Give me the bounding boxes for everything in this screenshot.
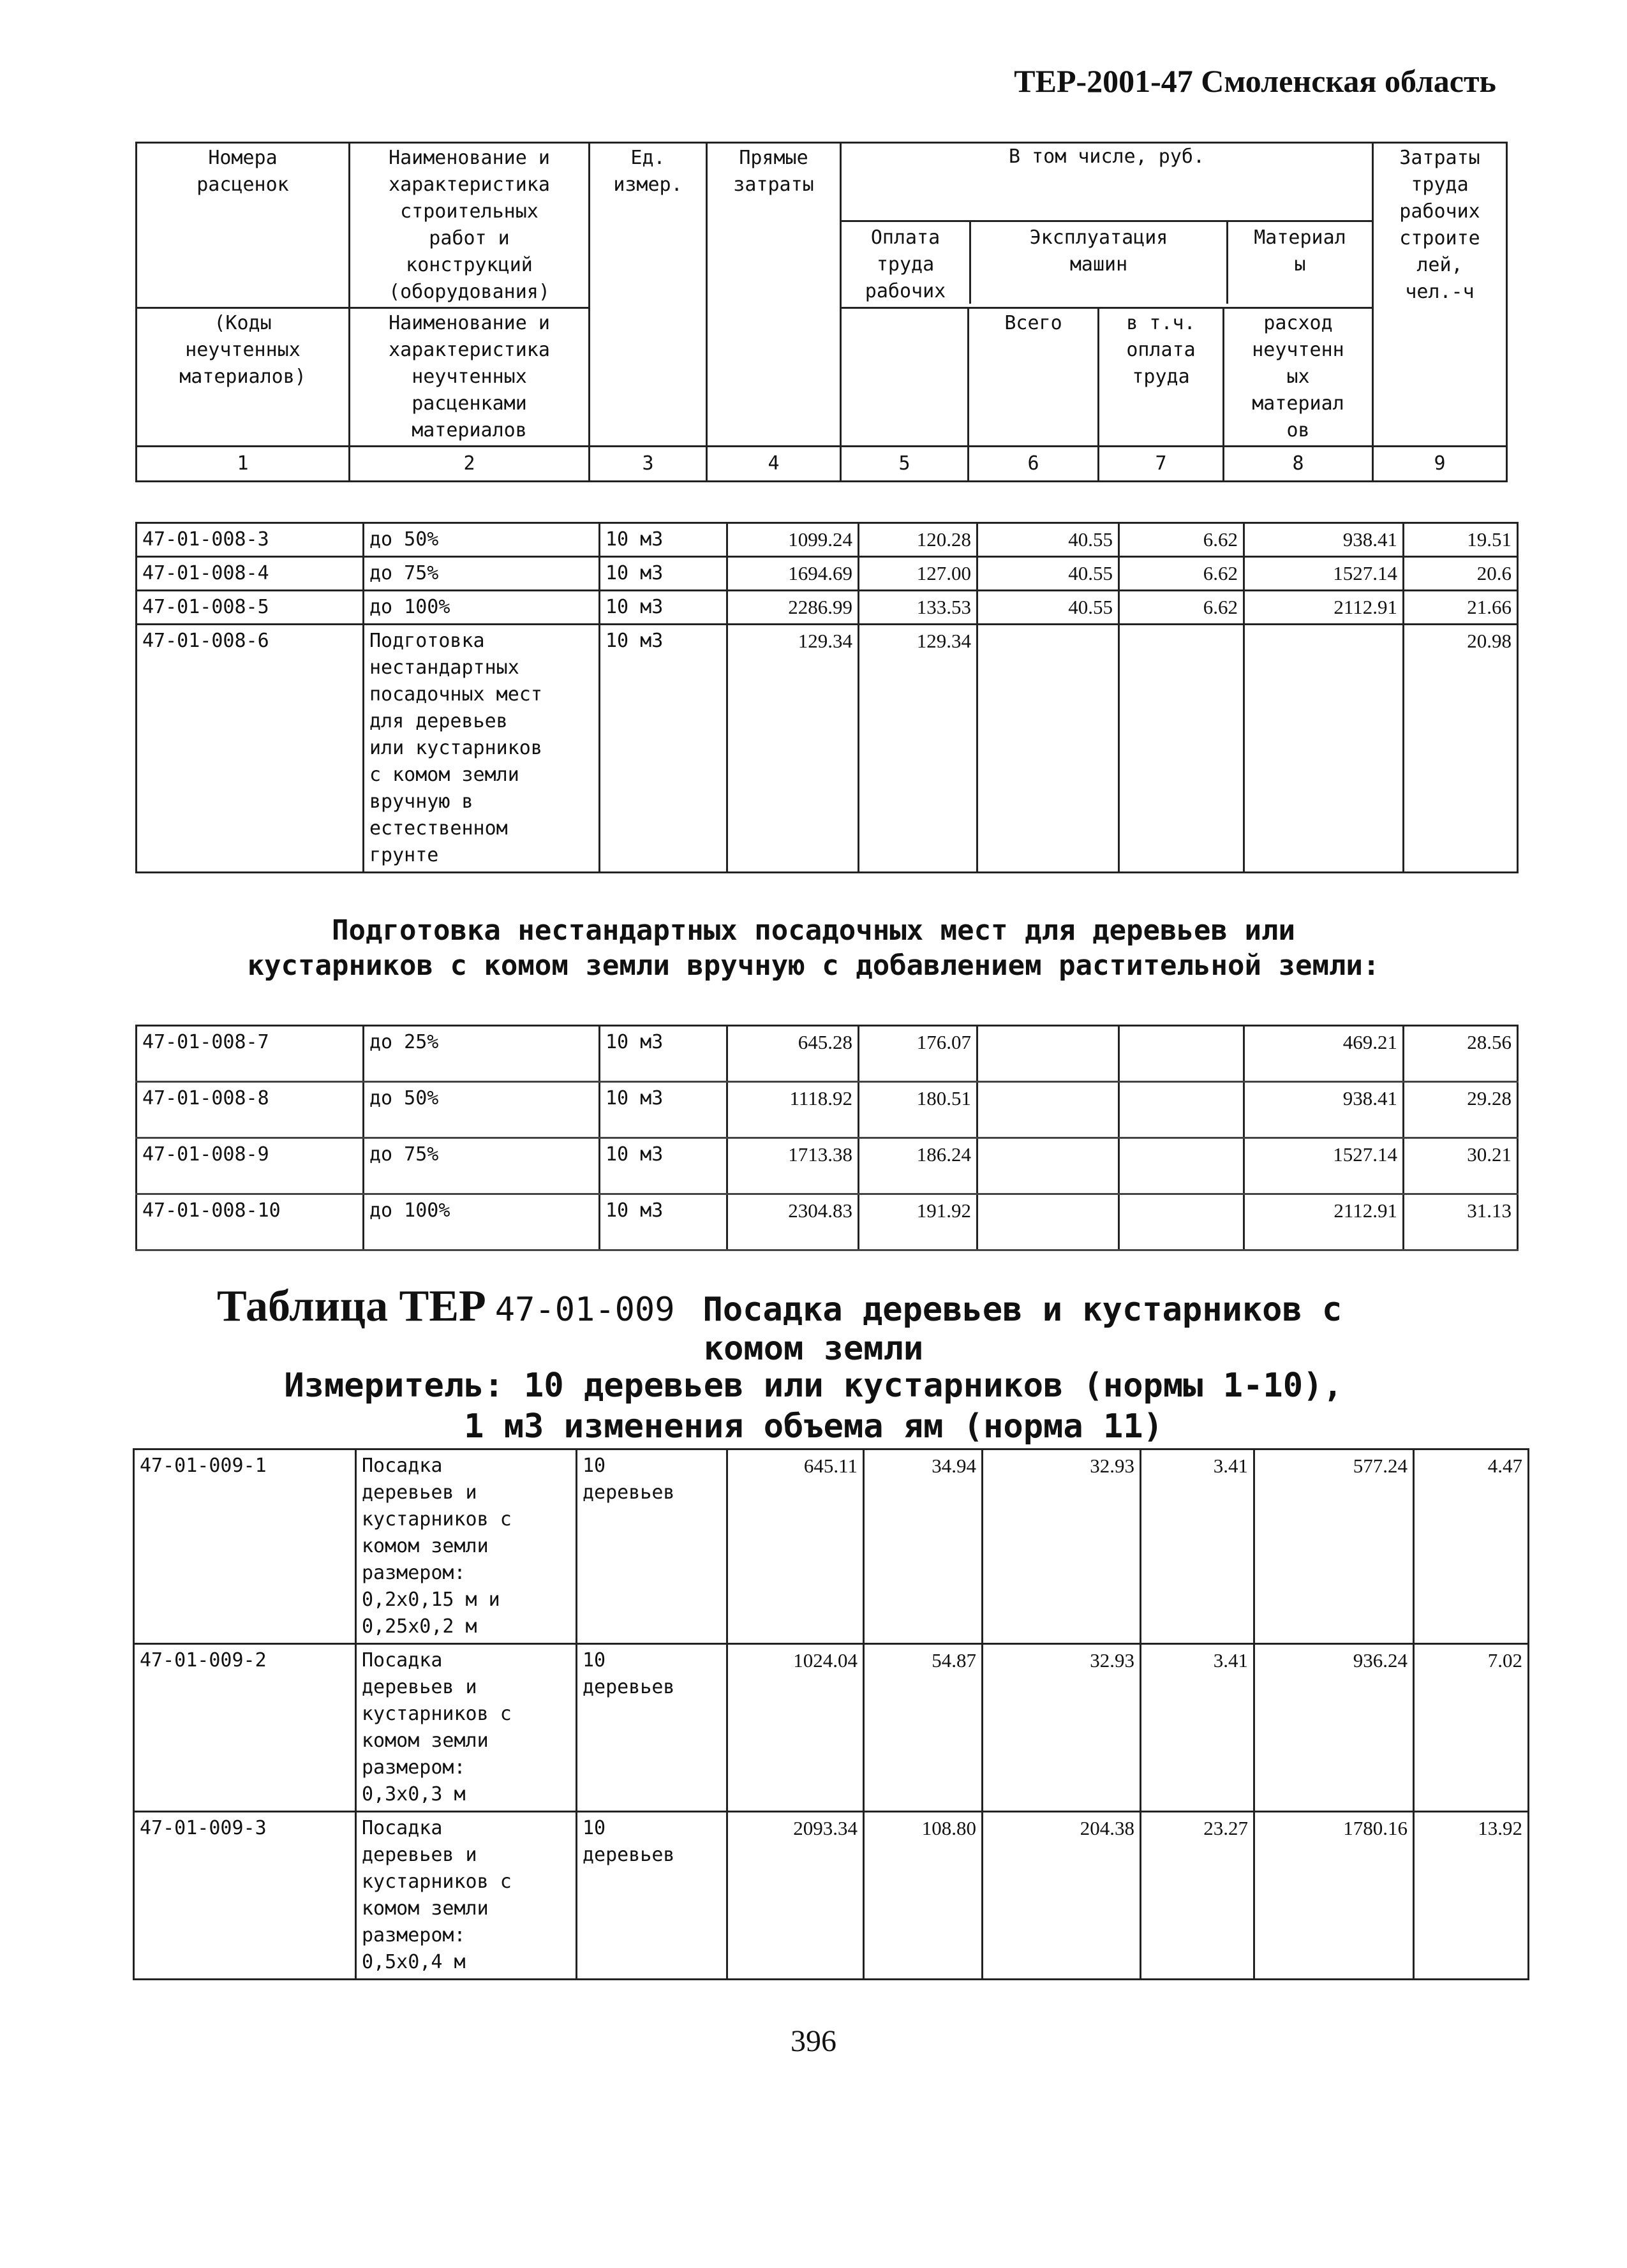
table-row — [137, 1194, 1518, 1250]
direct-costs-cell: 1694.69 — [727, 557, 859, 591]
unit-cell: 10 деревьев — [577, 1812, 727, 1980]
labor-cost-cell: 21.66 — [1404, 591, 1518, 625]
materials-cell: 469.21 — [1244, 1026, 1404, 1082]
machines-wage-cell: 3.41 — [1141, 1644, 1254, 1812]
header-materials: Материал ы — [1254, 226, 1346, 276]
unit-cell: 10 деревьев — [577, 1644, 727, 1812]
rate-code-cell: 47-01-008-10 — [137, 1194, 364, 1250]
rate-code-cell: 47-01-008-5 — [137, 591, 364, 625]
machines-total-cell — [977, 1194, 1119, 1250]
col-num: 9 — [1373, 447, 1507, 482]
labor-wage-cell: 127.00 — [859, 557, 977, 591]
header-wage-empty — [841, 308, 969, 447]
direct-costs-cell: 1713.38 — [727, 1138, 859, 1194]
work-name-cell: до 75% — [364, 1138, 600, 1194]
unit-cell: 10 м3 — [600, 523, 727, 557]
header-direct-costs: Прямые затраты — [707, 143, 841, 447]
labor-wage-cell: 191.92 — [859, 1194, 977, 1250]
machines-total-cell: 204.38 — [983, 1812, 1141, 1980]
col-num: 8 — [1224, 447, 1373, 482]
table-row — [137, 591, 1518, 625]
rate-code-cell: 47-01-008-7 — [137, 1026, 364, 1082]
header-unit: Ед. измер. — [590, 143, 707, 447]
machines-total-cell — [977, 1138, 1119, 1194]
machines-total-cell: 40.55 — [977, 523, 1119, 557]
header-incl-label: В том числе, руб. — [842, 144, 1372, 222]
machines-wage-cell — [1119, 1026, 1244, 1082]
table-title-prefix: Таблица ТЕР — [217, 1282, 486, 1331]
rate-code-cell: 47-01-008-4 — [137, 557, 364, 591]
column-header-table — [135, 142, 1508, 482]
header-labor-wage: Оплата труда рабочих — [842, 222, 971, 304]
header-materials-unaccounted: расход неучтенн ых материал ов — [1224, 308, 1373, 447]
direct-costs-cell: 645.28 — [727, 1026, 859, 1082]
rate-code-cell: 47-01-009-2 — [134, 1644, 356, 1812]
machines-wage-cell: 23.27 — [1141, 1812, 1254, 1980]
rate-code-cell: 47-01-008-9 — [137, 1138, 364, 1194]
unit-cell: 10 деревьев — [577, 1449, 727, 1644]
labor-cost-cell: 20.98 — [1404, 625, 1518, 873]
table-row — [137, 1138, 1518, 1194]
table-row — [137, 1082, 1518, 1138]
labor-cost-cell: 13.92 — [1414, 1812, 1529, 1980]
materials-cell: 1780.16 — [1254, 1812, 1414, 1980]
unit-cell: 10 м3 — [600, 1194, 727, 1250]
meter-line1: Измеритель: 10 деревьев или кустарников (нормы 1-10), — [284, 1367, 1343, 1405]
table-title-continuation: комом земли — [703, 1330, 924, 1368]
direct-costs-cell: 1024.04 — [727, 1644, 864, 1812]
work-name-cell: до 100% — [364, 591, 600, 625]
labor-wage-cell: 120.28 — [859, 523, 977, 557]
header-name2: Наименование и характеристика неучтенных расценками материалов — [350, 308, 590, 447]
direct-costs-cell: 645.11 — [727, 1449, 864, 1644]
labor-wage-cell: 180.51 — [859, 1082, 977, 1138]
labor-cost-cell: 28.56 — [1404, 1026, 1518, 1082]
section-heading-line1: Подготовка нестандартных посадочных мест для деревьев или — [332, 914, 1295, 947]
col-num: 3 — [590, 447, 707, 482]
machines-wage-cell: 6.62 — [1119, 591, 1244, 625]
work-name-cell: до 75% — [364, 557, 600, 591]
work-name-cell: Подготовка нестандартных посадочных мест для деревьев или кустарников с комом земли вручную в естественном грунте — [364, 625, 600, 873]
direct-costs-cell: 2286.99 — [727, 591, 859, 625]
machines-total-cell — [977, 1026, 1119, 1082]
rates-table-009 — [133, 1448, 1529, 1980]
header-code: Номера расценок — [137, 143, 350, 308]
header-machines: Эксплуатация машин — [971, 222, 1228, 304]
labor-cost-cell: 31.13 — [1404, 1194, 1518, 1250]
machines-wage-cell: 3.41 — [1141, 1449, 1254, 1644]
col-num: 1 — [137, 447, 350, 482]
table-row — [137, 625, 1518, 873]
machines-total-cell: 32.93 — [983, 1449, 1141, 1644]
direct-costs-cell: 1118.92 — [727, 1082, 859, 1138]
work-name-cell: до 100% — [364, 1194, 600, 1250]
rates-table-008b — [135, 1025, 1519, 1251]
materials-cell: 577.24 — [1254, 1449, 1414, 1644]
materials-cell: 2112.91 — [1244, 1194, 1404, 1250]
machines-wage-cell — [1119, 625, 1244, 873]
materials-cell: 1527.14 — [1244, 1138, 1404, 1194]
table-008a-body — [137, 523, 1518, 873]
machines-wage-cell — [1119, 1194, 1244, 1250]
machines-total-cell: 40.55 — [977, 591, 1119, 625]
rate-code-cell: 47-01-009-3 — [134, 1812, 356, 1980]
table-row — [137, 523, 1518, 557]
table-row — [134, 1644, 1529, 1812]
header-machines-total: Всего — [969, 308, 1099, 447]
work-name-cell: Посадка деревьев и кустарников с комом земли размером: 0,3х0,3 м — [356, 1644, 577, 1812]
rates-table-008a — [135, 522, 1519, 873]
col-num: 5 — [841, 447, 969, 482]
labor-cost-cell: 30.21 — [1404, 1138, 1518, 1194]
labor-wage-cell: 186.24 — [859, 1138, 977, 1194]
unit-cell: 10 м3 — [600, 591, 727, 625]
materials-cell — [1244, 625, 1404, 873]
labor-wage-cell: 133.53 — [859, 591, 977, 625]
labor-cost-cell: 4.47 — [1414, 1449, 1529, 1644]
rate-code-cell: 47-01-008-6 — [137, 625, 364, 873]
table-009-body — [134, 1449, 1529, 1980]
labor-wage-cell: 176.07 — [859, 1026, 977, 1082]
table-title-text: Посадка деревьев и кустарников с — [702, 1291, 1342, 1329]
labor-cost-cell: 20.6 — [1404, 557, 1518, 591]
labor-wage-cell: 54.87 — [864, 1644, 983, 1812]
col-num: 2 — [350, 447, 590, 482]
machines-total-cell: 40.55 — [977, 557, 1119, 591]
table-008b-body — [137, 1026, 1518, 1250]
work-name-cell: до 50% — [364, 1082, 600, 1138]
unit-cell: 10 м3 — [600, 625, 727, 873]
col-num: 6 — [969, 447, 1099, 482]
machines-total-cell — [977, 625, 1119, 873]
meter-line2: 1 м3 изменения объема ям (норма 11) — [464, 1407, 1163, 1446]
direct-costs-cell: 129.34 — [727, 625, 859, 873]
rate-code-cell: 47-01-008-3 — [137, 523, 364, 557]
unit-cell: 10 м3 — [600, 1082, 727, 1138]
col-num: 4 — [707, 447, 841, 482]
col-num: 7 — [1099, 447, 1224, 482]
header-labor-cost: Затраты труда рабочих строите лей, чел.-ч — [1373, 143, 1507, 447]
labor-wage-cell: 34.94 — [864, 1449, 983, 1644]
labor-wage-cell: 108.80 — [864, 1812, 983, 1980]
machines-wage-cell — [1119, 1138, 1244, 1194]
machines-wage-cell — [1119, 1082, 1244, 1138]
table-title — [217, 1281, 1429, 1332]
materials-cell: 1527.14 — [1244, 557, 1404, 591]
header-name: Наименование и характеристика строительных работ и конструкций (оборудования) — [350, 143, 590, 308]
table-row — [137, 557, 1518, 591]
work-name-cell: до 25% — [364, 1026, 600, 1082]
labor-cost-cell: 19.51 — [1404, 523, 1518, 557]
unit-cell: 10 м3 — [600, 1026, 727, 1082]
work-name-cell: Посадка деревьев и кустарников с комом земли размером: 0,5х0,4 м — [356, 1812, 577, 1980]
direct-costs-cell: 2093.34 — [727, 1812, 864, 1980]
materials-cell: 936.24 — [1254, 1644, 1414, 1812]
machines-wage-cell: 6.62 — [1119, 523, 1244, 557]
machines-wage-cell: 6.62 — [1119, 557, 1244, 591]
work-name-cell: до 50% — [364, 523, 600, 557]
section-heading-line2: кустарников с комом земли вручную с добавлением растительной земли: — [247, 949, 1380, 982]
labor-wage-cell: 129.34 — [859, 625, 977, 873]
direct-costs-cell: 1099.24 — [727, 523, 859, 557]
rate-code-cell: 47-01-008-8 — [137, 1082, 364, 1138]
header-incl — [841, 143, 1373, 308]
table-row — [134, 1449, 1529, 1644]
page-header: ТЕР-2001-47 Смоленская область — [1014, 63, 1496, 99]
table-row — [137, 1026, 1518, 1082]
rate-code-cell: 47-01-009-1 — [134, 1449, 356, 1644]
materials-cell: 938.41 — [1244, 1082, 1404, 1138]
materials-cell: 2112.91 — [1244, 591, 1404, 625]
machines-total-cell — [977, 1082, 1119, 1138]
materials-cell: 938.41 — [1244, 523, 1404, 557]
unit-cell: 10 м3 — [600, 557, 727, 591]
header-code2: (Коды неучтенных материалов) — [137, 308, 350, 447]
machines-total-cell: 32.93 — [983, 1644, 1141, 1812]
header-machines-wage: в т.ч. оплата труда — [1099, 308, 1224, 447]
work-name-cell: Посадка деревьев и кустарников с комом земли размером: 0,2х0,15 м и 0,25х0,2 м — [356, 1449, 577, 1644]
table-title-number: 47-01-009 — [494, 1291, 675, 1329]
labor-cost-cell: 7.02 — [1414, 1644, 1529, 1812]
page-number: 396 — [791, 2024, 836, 2058]
direct-costs-cell: 2304.83 — [727, 1194, 859, 1250]
labor-cost-cell: 29.28 — [1404, 1082, 1518, 1138]
table-row — [134, 1812, 1529, 1980]
unit-cell: 10 м3 — [600, 1138, 727, 1194]
